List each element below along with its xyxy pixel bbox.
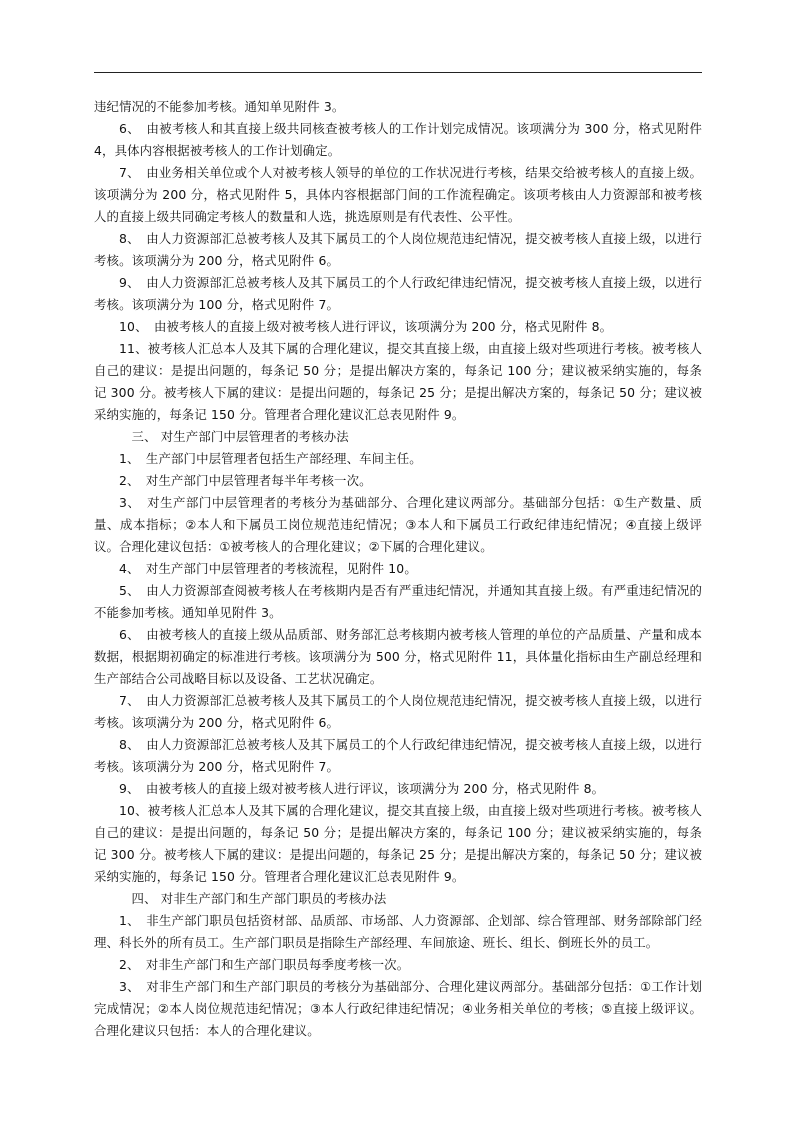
paragraph: 3、 对非生产部门和生产部门职员的考核分为基础部分、合理化建议两部分。基础部分包括：①工作计划完成情况；②本人岗位规范违纪情况；③本人行政纪律违纪情况；④业务相关单位的考核；⑤直接上级评议。合理化建议只包括：本人的合理化建议。 bbox=[94, 979, 702, 1038]
paragraph: 9、 由人力资源部汇总被考核人及其下属员工的个人行政纪律违纪情况，提交被考核人直接上级，以进行考核。该项满分为 100 分，格式见附件 7。 bbox=[94, 275, 702, 312]
paragraph: 11、被考核人汇总本人及其下属的合理化建议，提交其直接上级，由直接上级对些项进行考核。被考核人自己的建议：是提出问题的，每条记 50 分；是提出解决方案的，每条记 100 分；建议被采纳实施的，每条记 300 分。被考核人下属的建议：是提出问题的，每条记 25 分；是提出解决方案的，每条记 50 分；建议被采纳实施的，每条记 150 分。管理者合理化建议汇总表见附件 9。 bbox=[94, 341, 702, 422]
paragraph: 1、 非生产部门职员包括资材部、品质部、市场部、人力资源部、企划部、综合管理部、财务部除部门经理、科长外的所有员工。生产部门职员是指除生产部经理、车间旅途、班长、组长、倒班长外的员工。 bbox=[94, 913, 702, 950]
document-body bbox=[94, 96, 702, 1042]
paragraph: 4、 对生产部门中层管理者的考核流程，见附件 10。 bbox=[119, 561, 417, 576]
paragraph: 10、被考核人汇总本人及其下属的合理化建议，提交其直接上级，由直接上级对些项进行考核。被考核人自己的建议：是提出问题的，每条记 50 分；是提出解决方案的，每条记 100 分；建议被采纳实施的，每条记 300 分。被考核人下属的建议：是提出问题的，每条记 25 分；是提出解决方案的，每条记 50 分；建议被采纳实施的，每条记 150 分。管理者合理化建议汇总表见附件 9。 bbox=[94, 803, 702, 884]
paragraph: 8、 由人力资源部汇总被考核人及其下属员工的个人行政纪律违纪情况，提交被考核人直接上级，以进行考核。该项满分为 200 分，格式见附件 7。 bbox=[94, 737, 702, 774]
paragraph: 6、 由被考核人和其直接上级共同核查被考核人的工作计划完成情况。该项满分为 300 分，格式见附件 4，具体内容根据被考核人的工作计划确定。 bbox=[94, 121, 702, 158]
paragraph: 2、 对生产部门中层管理者每半年考核一次。 bbox=[119, 473, 372, 488]
paragraph: 7、 由人力资源部汇总被考核人及其下属员工的个人岗位规范违纪情况，提交被考核人直接上级，以进行考核。该项满分为 200 分，格式见附件 6。 bbox=[94, 693, 702, 730]
paragraph: 1、 生产部门中层管理者包括生产部经理、车间主任。 bbox=[119, 451, 422, 466]
paragraph: 三、 对生产部门中层管理者的考核办法 bbox=[119, 429, 349, 444]
paragraph: 四、 对非生产部门和生产部门职员的考核办法 bbox=[119, 891, 387, 906]
paragraph: 9、 由被考核人的直接上级对被考核人进行评议，该项满分为 200 分，格式见附件 8。 bbox=[119, 781, 605, 796]
paragraph: 5、 由人力资源部查阅被考核人在考核期内是否有严重违纪情况，并通知其直接上级。有严重违纪情况的不能参加考核。通知单见附件 3。 bbox=[94, 583, 702, 620]
header-rule bbox=[94, 72, 702, 73]
paragraph: 违纪情况的不能参加考核。通知单见附件 3。 bbox=[94, 99, 345, 114]
paragraph: 3、 对生产部门中层管理者的考核分为基础部分、合理化建议两部分。基础部分包括：①生产数量、质量、成本指标；②本人和下属员工岗位规范违纪情况；③本人和下属员工行政纪律违纪情况；④直接上级评议。合理化建议包括：①被考核人的合理化建议；②下属的合理化建议。 bbox=[94, 495, 702, 554]
paragraph: 6、 由被考核人的直接上级从品质部、财务部汇总考核期内被考核人管理的单位的产品质量、产量和成本数据，根据期初确定的标准进行考核。该项满分为 500 分，格式见附件 11，具体量化指标由生产副总经理和生产部结合公司战略目标以及设备、工艺状况确定。 bbox=[94, 627, 702, 686]
paragraph: 8、 由人力资源部汇总被考核人及其下属员工的个人岗位规范违纪情况，提交被考核人直接上级，以进行考核。该项满分为 200 分，格式见附件 6。 bbox=[94, 231, 702, 268]
paragraph: 7、 由业务相关单位或个人对被考核人领导的单位的工作状况进行考核，结果交给被考核人的直接上级。该项满分为 200 分，格式见附件 5，具体内容根据部门间的工作流程确定。该项考核由人力资源部和被考核人的直接上级共同确定考核人的数量和人选，挑选原则是有代表性、公平性。 bbox=[94, 165, 702, 224]
paragraph: 10、 由被考核人的直接上级对被考核人进行评议，该项满分为 200 分，格式见附件 8。 bbox=[119, 319, 613, 334]
paragraph: 2、 对非生产部门和生产部门职员每季度考核一次。 bbox=[119, 957, 410, 972]
